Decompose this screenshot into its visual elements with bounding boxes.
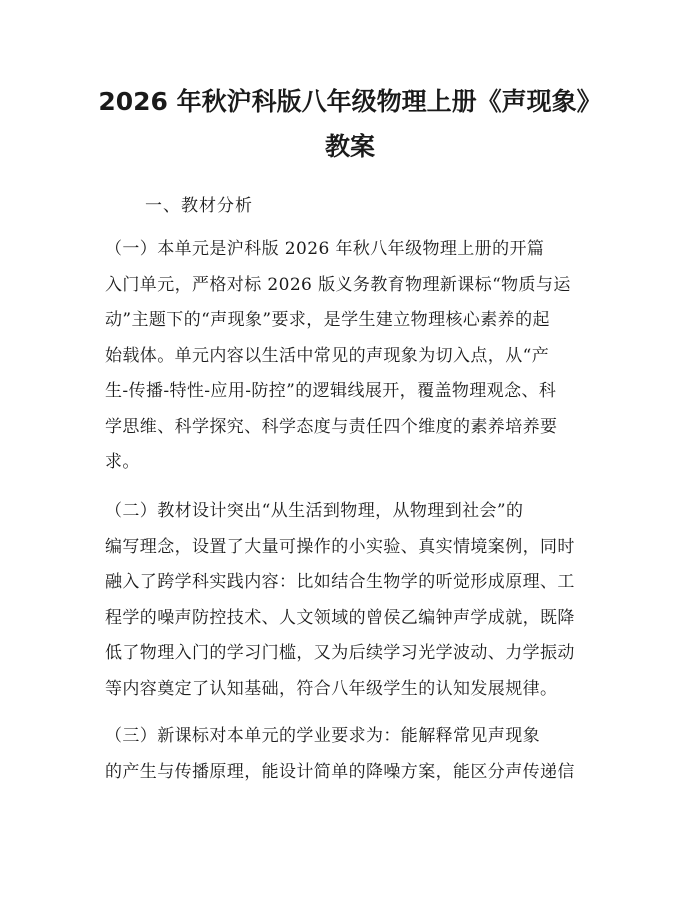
paragraph-line: （二）教材设计突出“从生活到物理，从物理到社会”的	[105, 501, 524, 521]
paragraph-line: （三）新课标对本单元的学业要求为：能解释常见声现象	[105, 726, 540, 746]
paragraph-line: 求。	[105, 452, 140, 472]
paragraph-line: 融入了跨学科实践内容：比如结合生物学的听觉形成原理、工	[105, 572, 575, 592]
paragraph-line: 的产生与传播原理，能设计简单的降噪方案，能区分声传递信	[105, 761, 575, 782]
paragraph-1	[105, 232, 601, 481]
paragraph-line: （一）本单元是沪科版 2026 年秋八年级物理上册的开篇	[105, 239, 545, 259]
paragraph-line: 编写理念，设置了大量可操作的小实验、真实情境案例，同时	[105, 536, 575, 557]
paragraph-line: 学思维、科学探究、科学态度与责任四个维度的素养培养要	[105, 416, 558, 437]
paragraph-line: 低了物理入门的学习门槛，又为后续学习光学波动、力学振动	[105, 643, 575, 663]
paragraph-3	[105, 719, 601, 790]
paragraph-2	[105, 494, 601, 707]
paragraph-line: 等内容奠定了认知基础，符合八年级学生的认知发展规律。	[105, 678, 558, 699]
section-heading: 一、教材分析	[145, 196, 253, 216]
paragraph-line: 始载体。单元内容以生活中常见的声现象为切入点，从“产	[105, 345, 550, 366]
paragraph-line: 生-传播-特性-应用-防控”的逻辑线展开，覆盖物理观念、科	[105, 381, 557, 401]
document-title-line-2: 教案	[324, 132, 375, 161]
paragraph-line: 动”主题下的“声现象”要求，是学生建立物理核心素养的起	[105, 310, 550, 330]
document-title-line-1: 2026 年秋沪科版八年级物理上册《声现象》	[98, 87, 602, 116]
paragraph-line: 程学的噪声防控技术、人文领域的曾侯乙编钟声学成就，既降	[105, 607, 575, 628]
paragraph-line: 入门单元，严格对标 2026 版义务教育物理新课标“物质与运	[105, 274, 571, 295]
